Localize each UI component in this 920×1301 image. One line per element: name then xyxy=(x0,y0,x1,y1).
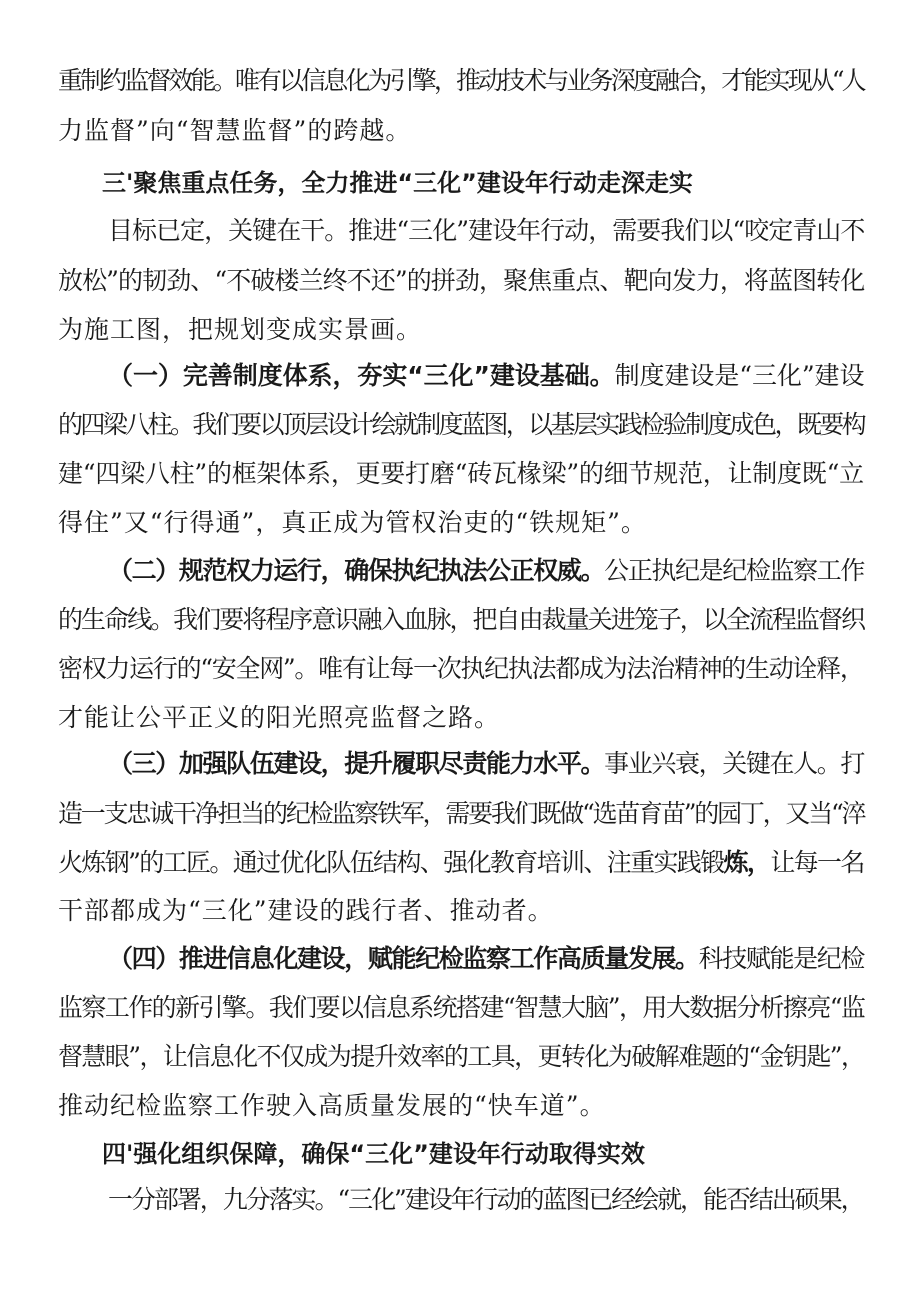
bold-text-span: 炼， xyxy=(723,848,771,877)
body-text-line: 得住”又“行得通”，真正成为管权治吏的“铁规矩”。 xyxy=(58,508,647,537)
body-text-line: 一分部署，九分落实。“三化”建设年行动的蓝图已经绘就，能否结出硕果， xyxy=(108,1185,864,1214)
item-1-title: （一）完善制度体系，夯实“三化”建设基础。 xyxy=(108,361,615,390)
body-text-line: 力监督”向“智慧监督”的跨越。 xyxy=(58,116,412,145)
item-3-title: （三）加强队伍建设，提升履职尽责能力水平。 xyxy=(108,749,605,778)
item-4-first-line xyxy=(108,944,864,974)
body-text-line: 才能让公平正义的阳光照亮监督之路。 xyxy=(58,703,501,732)
body-text-line: 密权力运行的“安全网”。唯有让每一次执纪执法都成为法治精神的生动诠释， xyxy=(58,654,864,683)
section-heading-3: 三'聚焦重点任务，全力推进“三化”建设年行动走深走实 xyxy=(102,169,693,197)
item-1-first-line xyxy=(108,361,864,391)
body-text-line: 的四梁八柱。我们要以顶层设计绘就制度蓝图，以基层实践检验制度成色，既要构 xyxy=(58,410,865,439)
body-text-line: 放松”的韧劲、“不破楼兰终不还”的拼劲，聚焦重点、靶向发力，将蓝图转化 xyxy=(58,266,865,295)
body-text-line: 督慧眼”，让信息化不仅成为提升效率的工具，更转化为破解难题的“金钥匙”， xyxy=(58,1042,865,1071)
body-text-line: 的生命线。我们要将程序意识融入血脉，把自由裁量关进笼子，以全流程监督织 xyxy=(58,605,865,634)
body-text-line: 监察工作的新引擎。我们要以信息系统搭建“智慧大脑”，用大数据分析擦亮“监 xyxy=(58,993,865,1022)
section-heading-4: 四'强化组织保障，确保“三化”建设年行动取得实效 xyxy=(102,1140,645,1168)
item-3-first-line xyxy=(108,749,864,779)
body-text-line: 目标已定，关键在干。推进“三化”建设年行动，需要我们以“咬定青山不 xyxy=(108,216,865,245)
item-3-text: 事业兴衰，关键在人。打 xyxy=(604,749,865,778)
item-2-first-line xyxy=(108,556,864,586)
item-1-text: 制度建设是“三化”建设 xyxy=(614,361,865,390)
body-text-line: 为施工图，把规划变成实景画。 xyxy=(58,315,423,344)
body-text-line: 推动纪检监察工作驶入高质量发展的“快车道”。 xyxy=(58,1091,606,1120)
body-text-line: 造一支忠诚干净担当的纪检监察铁军，需要我们既做“选苗育苗”的园丁，又当“淬 xyxy=(58,799,865,828)
text-span: 让每一名 xyxy=(770,848,864,877)
text-span: 火炼钢”的工匠。通过优化队伍结构、强化教育培训、注重实践锻 xyxy=(58,848,724,877)
item-4-title: （四）推进信息化建设，赋能纪检监察工作高质量发展。 xyxy=(108,944,699,973)
item-3-line-3 xyxy=(58,848,864,878)
item-2-text: 公正执纪是纪检监察工作 xyxy=(604,556,865,585)
body-text-line: 干部都成为“三化”建设的践行者、推动者。 xyxy=(58,896,554,925)
item-2-title: （二）规范权力运行，确保执纪执法公正权威。 xyxy=(108,556,605,585)
item-4-text: 科技赋能是纪检 xyxy=(698,944,865,973)
body-text-line: 建“四梁八柱”的框架体系，更要打磨“砖瓦椽梁”的细节规范，让制度既“立 xyxy=(58,459,864,488)
body-text-line: 重制约监督效能。唯有以信息化为引擎，推动技术与业务深度融合，才能实现从“人 xyxy=(58,66,864,95)
